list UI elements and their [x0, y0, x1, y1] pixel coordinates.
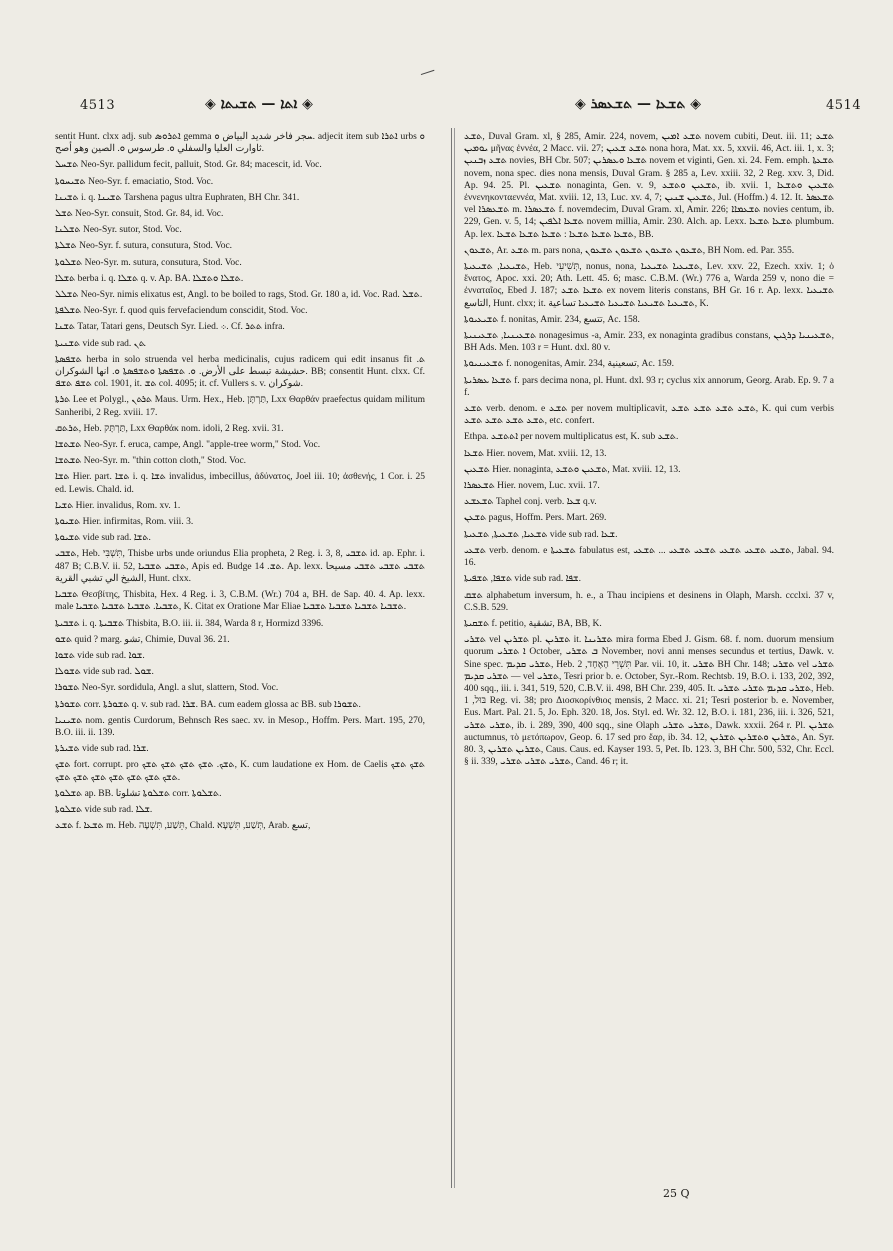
dictionary-entry: ܬܫܝܪܬܐ vide sub rad. ܫܪܐ. — [55, 744, 149, 755]
dictionary-entry: ܬܫܘܪܐ Neo-Syr. sordidula, Angl. a slut, slattern, Stod. Voc. — [55, 683, 279, 694]
dictionary-entry: ܬܫܥܝܐ, ܬܫܥܝܬܐ, ܬܫܥܝܬܐ vide sub rad. ܫܥܐ. — [464, 529, 618, 540]
dictionary-entry: ܬܫܬܫܐ Neo-Syr. m. "thin cotton cloth," Stod. Voc. — [55, 456, 247, 467]
dictionary-entry: ܬܫܠܘܬܐ ap. BB. ܬܫܠܘܬܐ تشلوتا corr. ܬܫܠܘܬܐ. — [55, 788, 222, 799]
page-mark — [420, 66, 435, 75]
dictionary-entry: ܬܫܩ alphabetum inversum, h. e., a Thau incipiens et desinens in Olaph, Marsh. ccclxi. 37 v, C.S.B. 529. — [464, 590, 834, 613]
dictionary-entry: ܬܫܚܠ Neo-Syr. pallidum fecit, palluit, Stod. Gr. 84; macescit, id. Voc. — [55, 160, 322, 171]
dictionary-entry: ܬܫܠܦܬܐ Neo-Syr. f. quod quis fervefaciendum conscidit, Stod. Voc. — [55, 306, 308, 317]
dictionary-entry: ܬܫܝܢܐ i. q. ܬܫܝܢܐ Tarshena pagus ultra Euphraten, BH Chr. 341. — [55, 192, 300, 203]
dictionary-entry: ܬܪܬܐ Lee et Polygl., ܬܪܬܢ Maus. Urm. Hex., Heb. תַּרְתָּן, Lxx Θαρθάν praefectus quidam militum Sanheribi, 2 Reg. xviii. 17. — [55, 395, 426, 418]
dictionary-entry: ܬܫܒܝܐ Θεσβίτης, Thisbita, Hex. 4 Reg. i. 3, C.B.M. (Wr.) 704 a, BH. de Sap. 40. 4. Ap. lexx. male ܬܫܒܝܐ. ܬܫܒܝܐ ܬܫܒܝܐ ܬܫܒܝܐ, K. Citat ex Oratione Mar Eliae ܬܫܒܝܐ ܬܫܒܝܐ ܬܫܒܝܐ ܬܫܒܝܐ. — [55, 590, 425, 613]
dictionary-entry: ܬܫܥܝ verb. denom. e ܬܫܥܝܬܐ fabulatus est, ܬܫܥܝ ܬܫܥܝ ܬܫܥܝ ܬܫܥܝ ܬܫܥܝ ... ܬܫܥܝ, Jabal. 94. 16. — [464, 545, 835, 569]
dictionary-entry: ܬܫܥܐ Hier. novem, Mat. xviii. 12, 13. — [464, 448, 607, 459]
dictionary-entry: ܬܪܬܩ, Heb. תַּרְתָּק, Lxx Θαρθάκ nom. idoli, 2 Reg. xvii. 31. — [55, 423, 284, 434]
dictionary-entry: ܬܫܝܥܝܘܬܐ f. nonitas, Amir. 234, تتسع, Ac. 158. — [464, 314, 640, 325]
dictionary-entry: ܬܫܝܢܝܐ nom. gentis Curdorum, Behnsch Res saec. xv. in Mesop., Hoffm. Pers. Mart. 195, 270, B.O. iii. ii. 139. — [55, 715, 425, 738]
dictionary-entry: sentit Hunt. clxx adj. sub ܐܬܪܘܣ gemma ܚجر فاخر شديد البياض ܘ. adjecit item sub ܐܬܪܐ urbs ܘ ثاوارت العليا والسفلي ܘ. طرسوس ܘ. الصين وهو أصح. — [55, 132, 425, 155]
dictionary-entry: ܬܫܥܣܪܐ Hier. novem, Luc. xvii. 17. — [464, 481, 600, 492]
dictionary-entry: ܬܫܝܘܬܐ vide sub rad. ܬܫܐ. — [55, 533, 151, 544]
dictionary-entry: ܬܫܥ, Duval Gram. xl, § 285, Amir. 224, novem, ܬܫܥ ܐܡܝܢ novem cubiti, Deut. iii. 11; ܬܫܥ ܝܘܡܝܢ μῆνας ἐννέα, 2 Macc. vii. 27; ܬܫܥ ܫܥܝܢ nona hora, Mat. xx. 5, xxvii. 46, Act. iii. 1, x. 3; ܬܫܥ ܙܒܢܝܢ novies, BH Cbr. 507; ܬܫܥܐ ܘܥܣܪܝܢ novem et viginti, Gen. xi. 24. Fem. emph. ܬܫܥܬܐ novem, nona spec. dies nona mensis, Duval Gram. § 285 a, Lev. xxiii. 32, 2 Reg. xxv. 3, Did. Ap. 94. 25. Pl. ܬܫܥܝܢ nonaginta, Gen. v. 9, ܬܫܥܝܢ ܘܬܫܥ, ib. xvii. 1, ܬܫܥܝܢ ܘܬܫܥܐ ἐννενηκονταεννέα, Mat. xviii. 12, 13, Luc. xv. 4, 7; ܬܫܥܝܢ ܫܢܝܢ, Jul. (Hoffm.) 4. 12. It. ܬܫܥܣܪ vel ܬܫܥܣܪܐ m. ܬܫܥܣܪܐ f. novemdecim, Duval Gram. xl, Amir. 226; ܬܫܥܡܐܐ novies centum, ib. 229, Gen. v. 5, 14; ܬܫܥܐ ܐܠܦܝܢ novem millia, Amir. 230. Alch. ap. Lexx. ܬܫܥܐ ܬܫܥܐ plumbum. Ap. lex. ܬܫܥܐ ܬܫܥܐ ܬܫܥܐ : ܬܫܥܐ ܬܫܥܐ ܬܫܥܐ, BB. — [464, 132, 835, 240]
dictionary-entry: ܬܫܠ Neo-Syr. consuit, Stod. Gr. 84, id. Voc. — [55, 209, 224, 220]
dictionary-entry: ܬܫܥ verb. denom. e ܬܫܥ per novem multiplicavit, ܬܫܥ ܬܫܥ ܬܫܥ ܬܫܥ, K. qui cum verbis ܬܫܥ ܬܫܥ ܬܫܥ ܬܫܥ, etc. confert. — [464, 404, 834, 427]
dictionary-entry: ܬܫܝܥܝܐ, ܬܫܝܥܝܬܐ, Heb. תְּשִׁיעִי, nonus, nona, ܬܫܝܥܝܐ ܬܫܝܥܝܐ, Lev. xxv. 22, Ezech. xxiv. 1; ὁ ἔνατος, Apoc. xxi. 20; Ath. Lett. 45. 6; masc. C.B.M. (Wr.) 776 a, Warda 259 v, nono die = ἐνναταῖος, Ebed J. 187; ܬܫܥܐ ܬܫܥ ex novem literis constans, BH Gr. 16 r. Ap. lexx. ܬܫܝܥܝܐ التاسع, Hunt. clxx; it. ܬܫܝܥܝܐ ܬܫܝܥܝܐ ܬܫܝܥܝܐ ܬܫܝܥܝܐ تساعية, K. — [464, 262, 835, 309]
dictionary-entry: ܬܫܒܝܬܐ i. q. ܬܫܒܝܬܐ Thisbita, B.O. iii. ii. 384, Warda 8 r, Hormizd 3396. — [55, 618, 324, 629]
signature-mark: 25 Q — [663, 1187, 690, 1200]
dictionary-entry: ܬܫܘܪܬܐ corr. ܬܫܘܪܬܐ q. v. sub rad. ܫܪܐ. BA. cum eadem glossa ac BB. sub ܬܫܘܪܐ. — [55, 699, 361, 710]
dictionary-entry: ܬܫܪܝ vel ܬܫܪܝܢ pl. ܬܫܪܝܢ it. ܬܫܪܝܢܐ mira forma Ebed J. Gism. 68. f. nom. duorum mensium quorum ܐ ܬܫܪܝ October, ܒ ܬܫܪܝ November, novi anni menses secundus et tertius, Dawk. v. Sine spec. ܬܫܪܝ ܩܕܝܡ, Heb. תִּשְׁרֵי הָאֶחָד, 2 Par. vii. 10, it. ܬܫܪܝ BH Chr. 148; ܬܫܪܝ vel ܬܫܪܝ — ܬܫܪܝ ܩܕܝܡ vel ܬܫܪܝ, Tesri prior b. e. October, Syr.-Rom. Rechtsb. 19, B.O. i. 133, 202, 392, 400 sqq., iii. i. 341, 519, 520, C.B.V. ii. 498, BH Chr. 239, 405. It. ܬܫܪܝ ܩܕܝܡ ܬܫܪܝ ܬܫܪܝ, Heb. בּוּל, 1 Reg. vi. 38; pro Διοσκορίνθιος mensis, 2 Macc. xi. 21; Tesri posterior b. e. November, Eus. Mart. Pal. 21. 5, Jo. Eph. 320. 18, Jos. Styl. ed. Wr. 32. 12, B.O. i. 181, 236, iii. i. 326, 521, ܬܫܪܝ ܬܫܪܝ, ib. i. 289, 390, 400 sqq., sine Olaph ܬܫܪܝ ܬܫܪܝ, Dawk. xxxii. 264 r. Pl. ܬܫܪܝܢ auctumnus, τὸ μετόπωρον, Geop. 6. 17 sed pro ἔαρ, ib. 34. 12, ܬܫܪܝܢ ܘܬܫܪܝܢ ܬܫܪܝܢ, An. Syr. 80. 3, ܬܫܪܝܢ ܬܫܪܝܢ, Caus. Caus. ed. Kayser 193. 5, Pet. Ib. 123. 3, BH Chr. 500, 532, Chr. Eccl. § ii. 339, ܬܫܪܝ ܬܫܪܝ ܬܫܪܝ, Cand. 46 r; it. — [464, 635, 835, 768]
left-page-number: 4513 — [80, 98, 116, 113]
dictionary-entry: ܬܫܐ Hier. part. ܬܫܐ i. q. ܬܫܐ invalidus, imbecillus, ἀδύνατος, Joel iii. 10; ἀσθενής, 1 Cor. i. 25 ed. Lewis. Chald. id. — [55, 472, 425, 495]
dictionary-entry: ܬܫܠܘܬܐ Neo-Syr. m. sutura, consutura, Stod. Voc. — [55, 257, 242, 268]
dictionary-entry: ܬܫܢܝܬܐ vide sub rad. ܬܢ. — [55, 338, 146, 349]
dictionary-entry: ܬܫܬܫܐ Neo-Syr. f. eruca, campe, Angl. "apple-tree worm," Stod. Voc. — [55, 440, 321, 451]
dictionary-entry: ܬܫܥܝܢܝܐ, ܬܫܥܝܢܝܬܐ nonagesimus -a, Amir. 233, ex nonaginta gradibus constans, ܬܫܥܝܢܝܐ ܕܪܓܝܢ, BH Ads. Men. 103 r = Hunt. dxl. 80 v. — [464, 331, 835, 354]
dictionary-entry: ܬܫܥܐ ܥܣܪܝܬܐ f. pars decima nona, pl. Hunt. dxl. 93 r; cyclus xix annorum, Georg. Arab. Ep. 9. 7 a f. — [464, 375, 835, 398]
dictionary-entry: ܬܫܩܝܬܐ f. petitio, تشقية, BA, BB, K. — [464, 618, 602, 629]
dictionary-entry: ܬܫܢܐ Tatar, Tatari gens, Deutsch Syr. Lied. ܀. Cf. ܬܬܪ infra. — [55, 322, 285, 333]
dictionary-entry: ܬܫܠܘܬܐ vide sub rad. ܫܠܐ. — [55, 804, 153, 815]
dictionary-entry: ܬܫܠܐ berba i. q. ܬܫܠܐ q. v. Ap. BA. ܬܫܠܐ ܘܬܫܠܐ. — [55, 273, 244, 284]
dictionary-entry: ܬܫܥܫܥ Taphel conj. verb. ܫܥܐ q.v. — [464, 497, 597, 508]
dictionary-entry: ܬܫܥܝܢ Hier. nonaginta, ܬܫܥܝܢ ܘܬܫܥ, Mat. xviii. 12, 13. — [464, 464, 681, 475]
right-column — [464, 131, 834, 772]
dictionary-entry: ܬܫܘܠܐ vide sub rad. ܫܘܠ. — [55, 667, 154, 678]
dictionary-entry: ܬܫܠܠ Neo-Syr. nimis elixatus est, Angl. to be boiled to rags, Stod. Gr. 180 a, id. Voc. Rad. ܬܫܠ. — [55, 290, 423, 301]
left-running-head: ◈ ܐܬܐ — ܬܫܝܬܐ ◈ — [205, 96, 313, 112]
column-rule — [451, 128, 452, 1188]
dictionary-entry: ܬܫܝܚܘܬܐ Neo-Syr. f. emaciatio, Stod. Voc. — [55, 176, 214, 187]
dictionary-entry: ܬܫܥܘܢ, Ar. ܬܫܥ m. pars nona, ܬܫܥܘܢ ܬܫܥܘܢ ܬܫܥܘܢ ܬܫܥܘܢ, BH Nom. ed. Par. 355. — [464, 245, 795, 256]
dictionary-entry: Ethpa. ܐܬܬܫܥ per novem multiplicatus est, K. sub ܬܫܥ. — [464, 432, 679, 443]
right-running-head: ◈ ܬܫܥܐ — ܬܫܥܣܪ ◈ — [575, 96, 701, 112]
right-page-number: 4514 — [826, 98, 862, 113]
dictionary-entry: ܬܫܠܬܐ Neo-Syr. f. sutura, consutura, Stod. Voc. — [55, 241, 233, 252]
dictionary-entry: ܬܫܥܝܢܝܘܬܐ f. nonogenitas, Amir. 234, تسعينية, Ac. 159. — [464, 359, 674, 370]
dictionary-entry: ܬܫܟ fort. corrupt. pro ܬܫܟ. ܬܫܟ ܬܫܟ ܬܫܟ ܬܫܟ, K. cum laudatione ex Hom. de Caelis ܬܫܟ ܬܫܟ ܬܫܟ ܬܫܟ ܬܫܟ ܬܫܟ ܬܫܟ ܬܫܟ ܬܫܟ. — [55, 760, 425, 783]
dictionary-entry: ܬܫܥ f. ܬܫܥܐ m. Heb. תֵּשַׁע, תִּשְׁעָה, Chald. תְּשַׁע, תִּשְׁעָא, Arab. تسع, — [55, 821, 311, 832]
dictionary-entry: ܬܫܘܐ vide sub rad. ܫܘܐ. — [55, 650, 145, 661]
dictionary-entry: ܬܫܘ quid ? marg. تشو, Chimie, Duval 36. 21. — [55, 634, 230, 645]
left-column — [55, 131, 425, 836]
dictionary-entry: ܬܫܦܣܬܐ herba in solo struenda vel herba medicinalis, cujus radicem qui edit insanus fit ܬ. حشيشة تبسط على الأرض. ܘ. ܬܫܦܣܬܐ ܘܬܫܦܣܬܐ ܘ. انها الشوكران. BB; consentit Hunt. clxx. Cf. ܬܫܦ ܬܫܦ col. 1901, it. ܬܫ col. 4095; it. cf. Vullers s. v. شوكران. — [55, 354, 426, 390]
dictionary-entry: ܬܫܒܝ, Heb. תִּשְׁבִּי, Thisbe urbs unde oriundus Elia propheta, 2 Reg. i. 3, 8, ܬܫܒܝ id. ap. Ephr. i. 487 B; C.B.V. ii. 52, ܬܫܒܝ ܬܫܒܝܐ, Apis ed. Budge ܬܫ. 14. Ap. lexx. ܬܫܒܝ ܬܫܒܝ ܬܫܒܝ مسيحا الشيخ الي تشبي القرية, Hunt. clxx. — [55, 549, 425, 584]
column-rule-secondary — [454, 128, 455, 1188]
dictionary-entry: ܬܫܦܐ, ܬܫܦܝܬܐ vide sub rad. ܫܦܐ. — [464, 574, 581, 585]
dictionary-entry: ܬܫܠܢܐ Neo-Syr. sutor, Stod. Voc. — [55, 225, 182, 236]
dictionary-entry: ܬܫܥܢ pagus, Hoffm. Pers. Mart. 269. — [464, 513, 607, 524]
dictionary-entry: ܬܫܝܘܬܐ Hier. infirmitas, Rom. viii. 3. — [55, 517, 194, 528]
dictionary-entry: ܬܫܝܐ Hier. invalidus, Rom. xv. 1. — [55, 500, 181, 511]
